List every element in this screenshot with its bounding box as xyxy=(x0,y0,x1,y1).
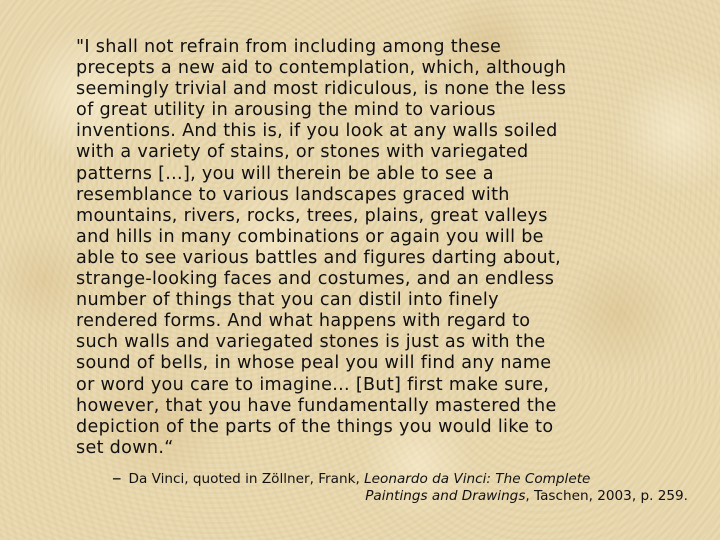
book-title-continued: Paintings and Drawings xyxy=(365,488,526,504)
quote-line: with a variety of stains, or stones with variegated xyxy=(76,142,529,163)
quote-line: precepts a new aid to contemplation, which, although xyxy=(76,58,567,79)
quote-line: number of things that you can distil into finely xyxy=(76,290,499,311)
attribution-author: Da Vinci, quoted in Zöllner, Frank, xyxy=(128,471,365,487)
attribution-line xyxy=(112,467,688,489)
quote-line: strange-looking faces and costumes, and an endless xyxy=(76,269,555,290)
attribution xyxy=(112,467,688,505)
quote-line: set down.“ xyxy=(76,437,174,458)
quote-line: mountains, rivers, rocks, trees, plains, great valleys xyxy=(76,205,548,226)
quote-line: seemingly trivial and most ridiculous, is none the less xyxy=(76,79,567,100)
quote-line: resemblance to various landscapes graced with xyxy=(76,184,510,205)
book-title: Leonardo da Vinci: The Complete xyxy=(364,471,591,487)
quote-line: or word you care to imagine... [But] first make sure, xyxy=(76,374,550,395)
quote-line: rendered forms. And what happens with regard to xyxy=(76,311,531,332)
quote-line: inventions. And this is, if you look at any walls soiled xyxy=(76,121,558,142)
quote-line: able to see various battles and figures darting about, xyxy=(76,247,562,268)
quote-line: depiction of the parts of the things you would like to xyxy=(76,416,554,437)
publisher-info: , Taschen, 2003, p. 259. xyxy=(525,488,688,504)
quote-line: of great utility in arousing the mind to various xyxy=(76,100,496,121)
quote-line: sound of bells, in whose peal you will find any name xyxy=(76,353,552,374)
quote-line: such walls and variegated stones is just as with the xyxy=(76,332,546,353)
quote-line: and hills in many combinations or again you will be xyxy=(76,226,544,247)
quote-line: however, that you have fundamentally mastered the xyxy=(76,395,557,416)
attribution-dash: – xyxy=(112,467,122,489)
attribution-line xyxy=(112,488,688,505)
quote-line: patterns [...], you will therein be able to see a xyxy=(76,163,494,184)
quote-text xyxy=(76,37,696,459)
quote-line: "I shall not refrain from including among these xyxy=(76,37,502,57)
